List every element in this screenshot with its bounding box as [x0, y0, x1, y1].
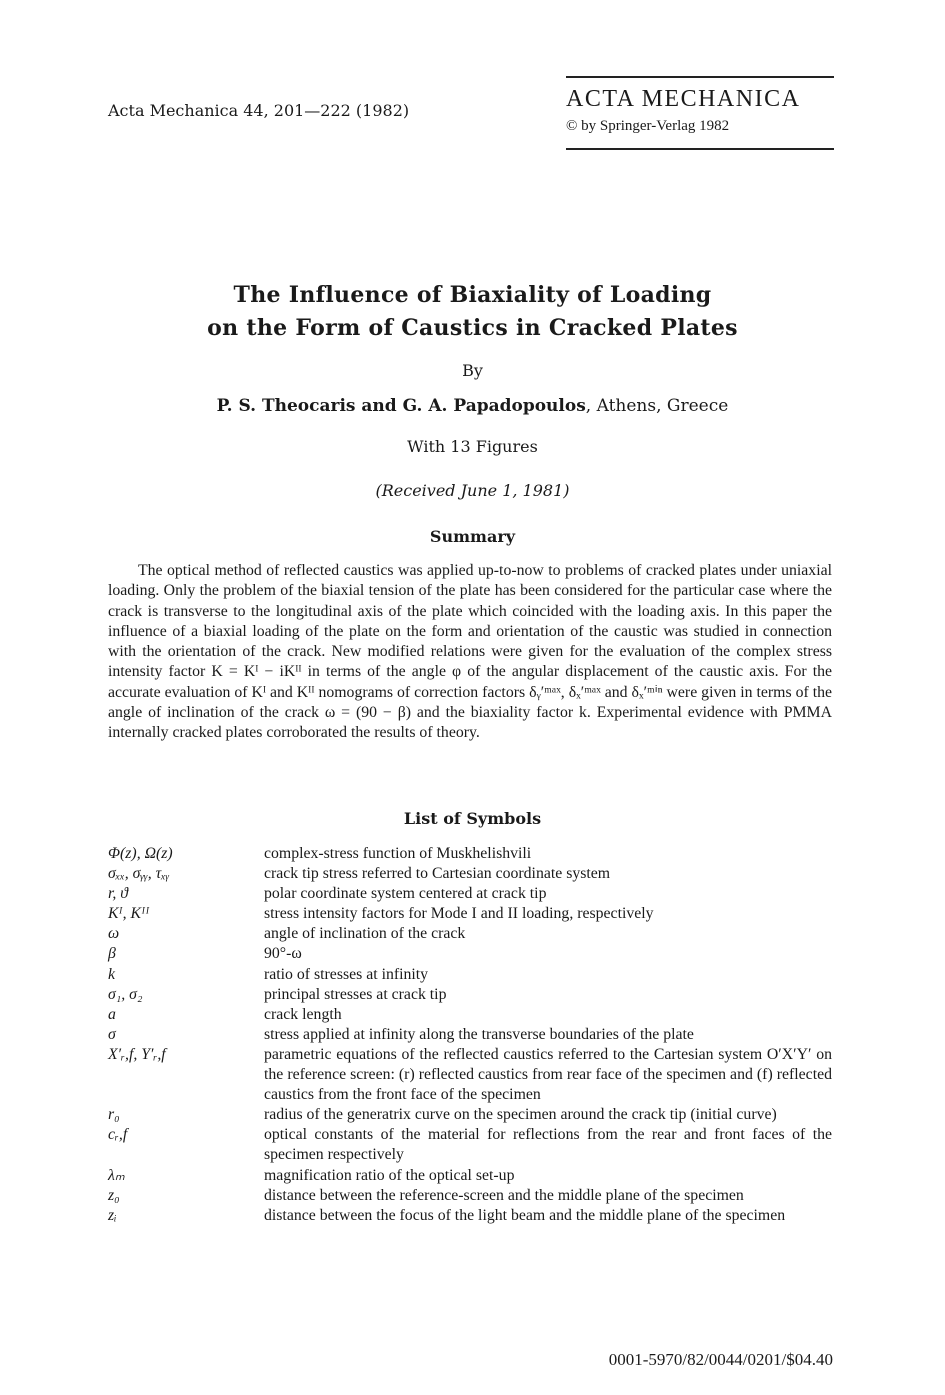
symbol-row	[108, 1105, 832, 1125]
symbol-row	[108, 884, 832, 904]
symbol-term: σ	[108, 1025, 116, 1043]
summary-paragraph: The optical method of reflected caustics was applied up-to-now to problems of cracked plates under uniaxial loading. Only the problem of the biaxial tension of the plate has been considered for the particular case where the crack is transverse to the longitudinal axis of the plate which coincided with the loading axis. In this paper the influence of a biaxial loading of the plate on the form and orientation of the caustic was studied in connection with the orientation of the crack. New modified relations were given for the evaluation of the complex stress intensity factor K = Kᴵ − iKᴵᴵ in terms of the angle φ of the angular displacement of the caustic axis. For the accurate evaluation of Kᴵ and Kᴵᴵ nomograms of correction factors δᵧ′ᵐᵃˣ, δₓ′ᵐᵃˣ and δₓ′ᵐⁱⁿ were given in terms of the angle of inclination of the crack ω = (90 − β) and the biaxiality factor k. Experimental evidence with PMMA internally cracked plates corroborated the results of theory.	[108, 562, 832, 742]
symbol-term: λₘ	[108, 1166, 125, 1184]
symbol-term: cᵣ,f	[108, 1126, 128, 1144]
summary-body	[108, 561, 832, 744]
journal-citation: Acta Mechanica 44, 201—222 (1982)	[108, 101, 410, 120]
symbol-term: β	[108, 945, 116, 963]
symbol-term: σ₁, σ₂	[108, 985, 143, 1003]
document-code: 0001-5970/82/0044/0201/$04.40	[608, 1350, 833, 1369]
figure-count: With 13 Figures	[407, 437, 538, 456]
received-date: (Received June 1, 1981)	[375, 481, 570, 500]
symbol-description: crack tip stress referred to Cartesian coordinate system	[264, 865, 611, 883]
symbol-description: stress intensity factors for Mode I and II loading, respectively	[264, 905, 654, 923]
symbol-row	[108, 1166, 832, 1186]
symbol-description: parametric equations of the reflected caustics referred to the Cartesian system O′X′Y′ on the reference screen: (r) reflected caustics from rear face of the specimen and (f) reflected caustics from the front face of the specimen	[264, 1045, 832, 1104]
symbol-row	[108, 1045, 832, 1105]
symbol-description: 90°-ω	[264, 945, 302, 963]
symbols-list	[108, 844, 832, 1226]
symbol-description: complex-stress function of Muskhelishvili	[264, 845, 532, 862]
symbol-description: crack length	[264, 1005, 342, 1023]
symbol-term: ω	[108, 925, 120, 943]
symbol-term: X′ᵣ,f, Y′ᵣ,f	[108, 1045, 166, 1063]
symbol-row	[108, 1186, 832, 1206]
symbol-description: distance between the focus of the light beam and the middle plane of the specimen	[264, 1206, 786, 1224]
journal-masthead	[566, 76, 834, 150]
symbol-term: a	[108, 1005, 116, 1023]
symbol-term: Kᴵ, Kᴵᴵ	[108, 905, 150, 923]
symbol-row	[108, 985, 832, 1005]
author-names: P. S. Theocaris and G. A. Papadopoulos	[216, 396, 586, 416]
symbol-term: k	[108, 965, 116, 983]
title-line-1: The Influence of Biaxiality of Loading	[233, 282, 712, 308]
symbol-description: magnification ratio of the optical set-up	[264, 1166, 515, 1184]
symbol-description: stress applied at infinity along the transverse boundaries of the plate	[264, 1025, 694, 1043]
symbol-term: Φ(z), Ω(z)	[108, 845, 173, 862]
symbol-row	[108, 924, 832, 944]
symbol-row	[108, 1125, 832, 1165]
symbol-term: r₀	[108, 1106, 120, 1124]
symbol-term: r, ϑ	[108, 885, 129, 903]
symbol-row	[108, 1206, 832, 1226]
symbol-description: optical constants of the material for reflections from the rear and front faces of the specimen respectively	[264, 1126, 832, 1164]
symbol-description: polar coordinate system centered at crack tip	[264, 885, 547, 903]
by-label: By	[462, 361, 483, 380]
symbol-description: principal stresses at crack tip	[264, 985, 447, 1003]
title-line-2: on the Form of Caustics in Cracked Plates	[207, 315, 738, 341]
author-affiliation: , Athens, Greece	[585, 396, 729, 416]
symbol-description: ratio of stresses at infinity	[264, 965, 429, 983]
symbol-row	[108, 944, 832, 964]
symbol-row	[108, 844, 832, 864]
author-line	[0, 396, 945, 416]
symbol-row	[108, 904, 832, 924]
symbol-description: radius of the generatrix curve on the specimen around the crack tip (initial curve)	[264, 1106, 777, 1124]
journal-name: ACTA MECHANICA	[566, 86, 801, 112]
symbols-heading: List of Symbols	[403, 809, 542, 828]
symbol-description: angle of inclination of the crack	[264, 925, 466, 943]
symbol-term: z₀	[108, 1186, 120, 1204]
symbol-row	[108, 864, 832, 884]
summary-heading: Summary	[429, 527, 516, 546]
copyright-notice: © by Springer-Verlag 1982	[566, 118, 730, 134]
symbol-row	[108, 1005, 832, 1025]
symbol-row	[108, 1025, 832, 1045]
symbol-description: distance between the reference-screen and the middle plane of the specimen	[264, 1186, 744, 1204]
symbol-term: zᵢ	[108, 1206, 117, 1224]
symbol-term: σₓₓ, σᵧᵧ, τₓᵧ	[108, 865, 170, 883]
symbol-row	[108, 965, 832, 985]
